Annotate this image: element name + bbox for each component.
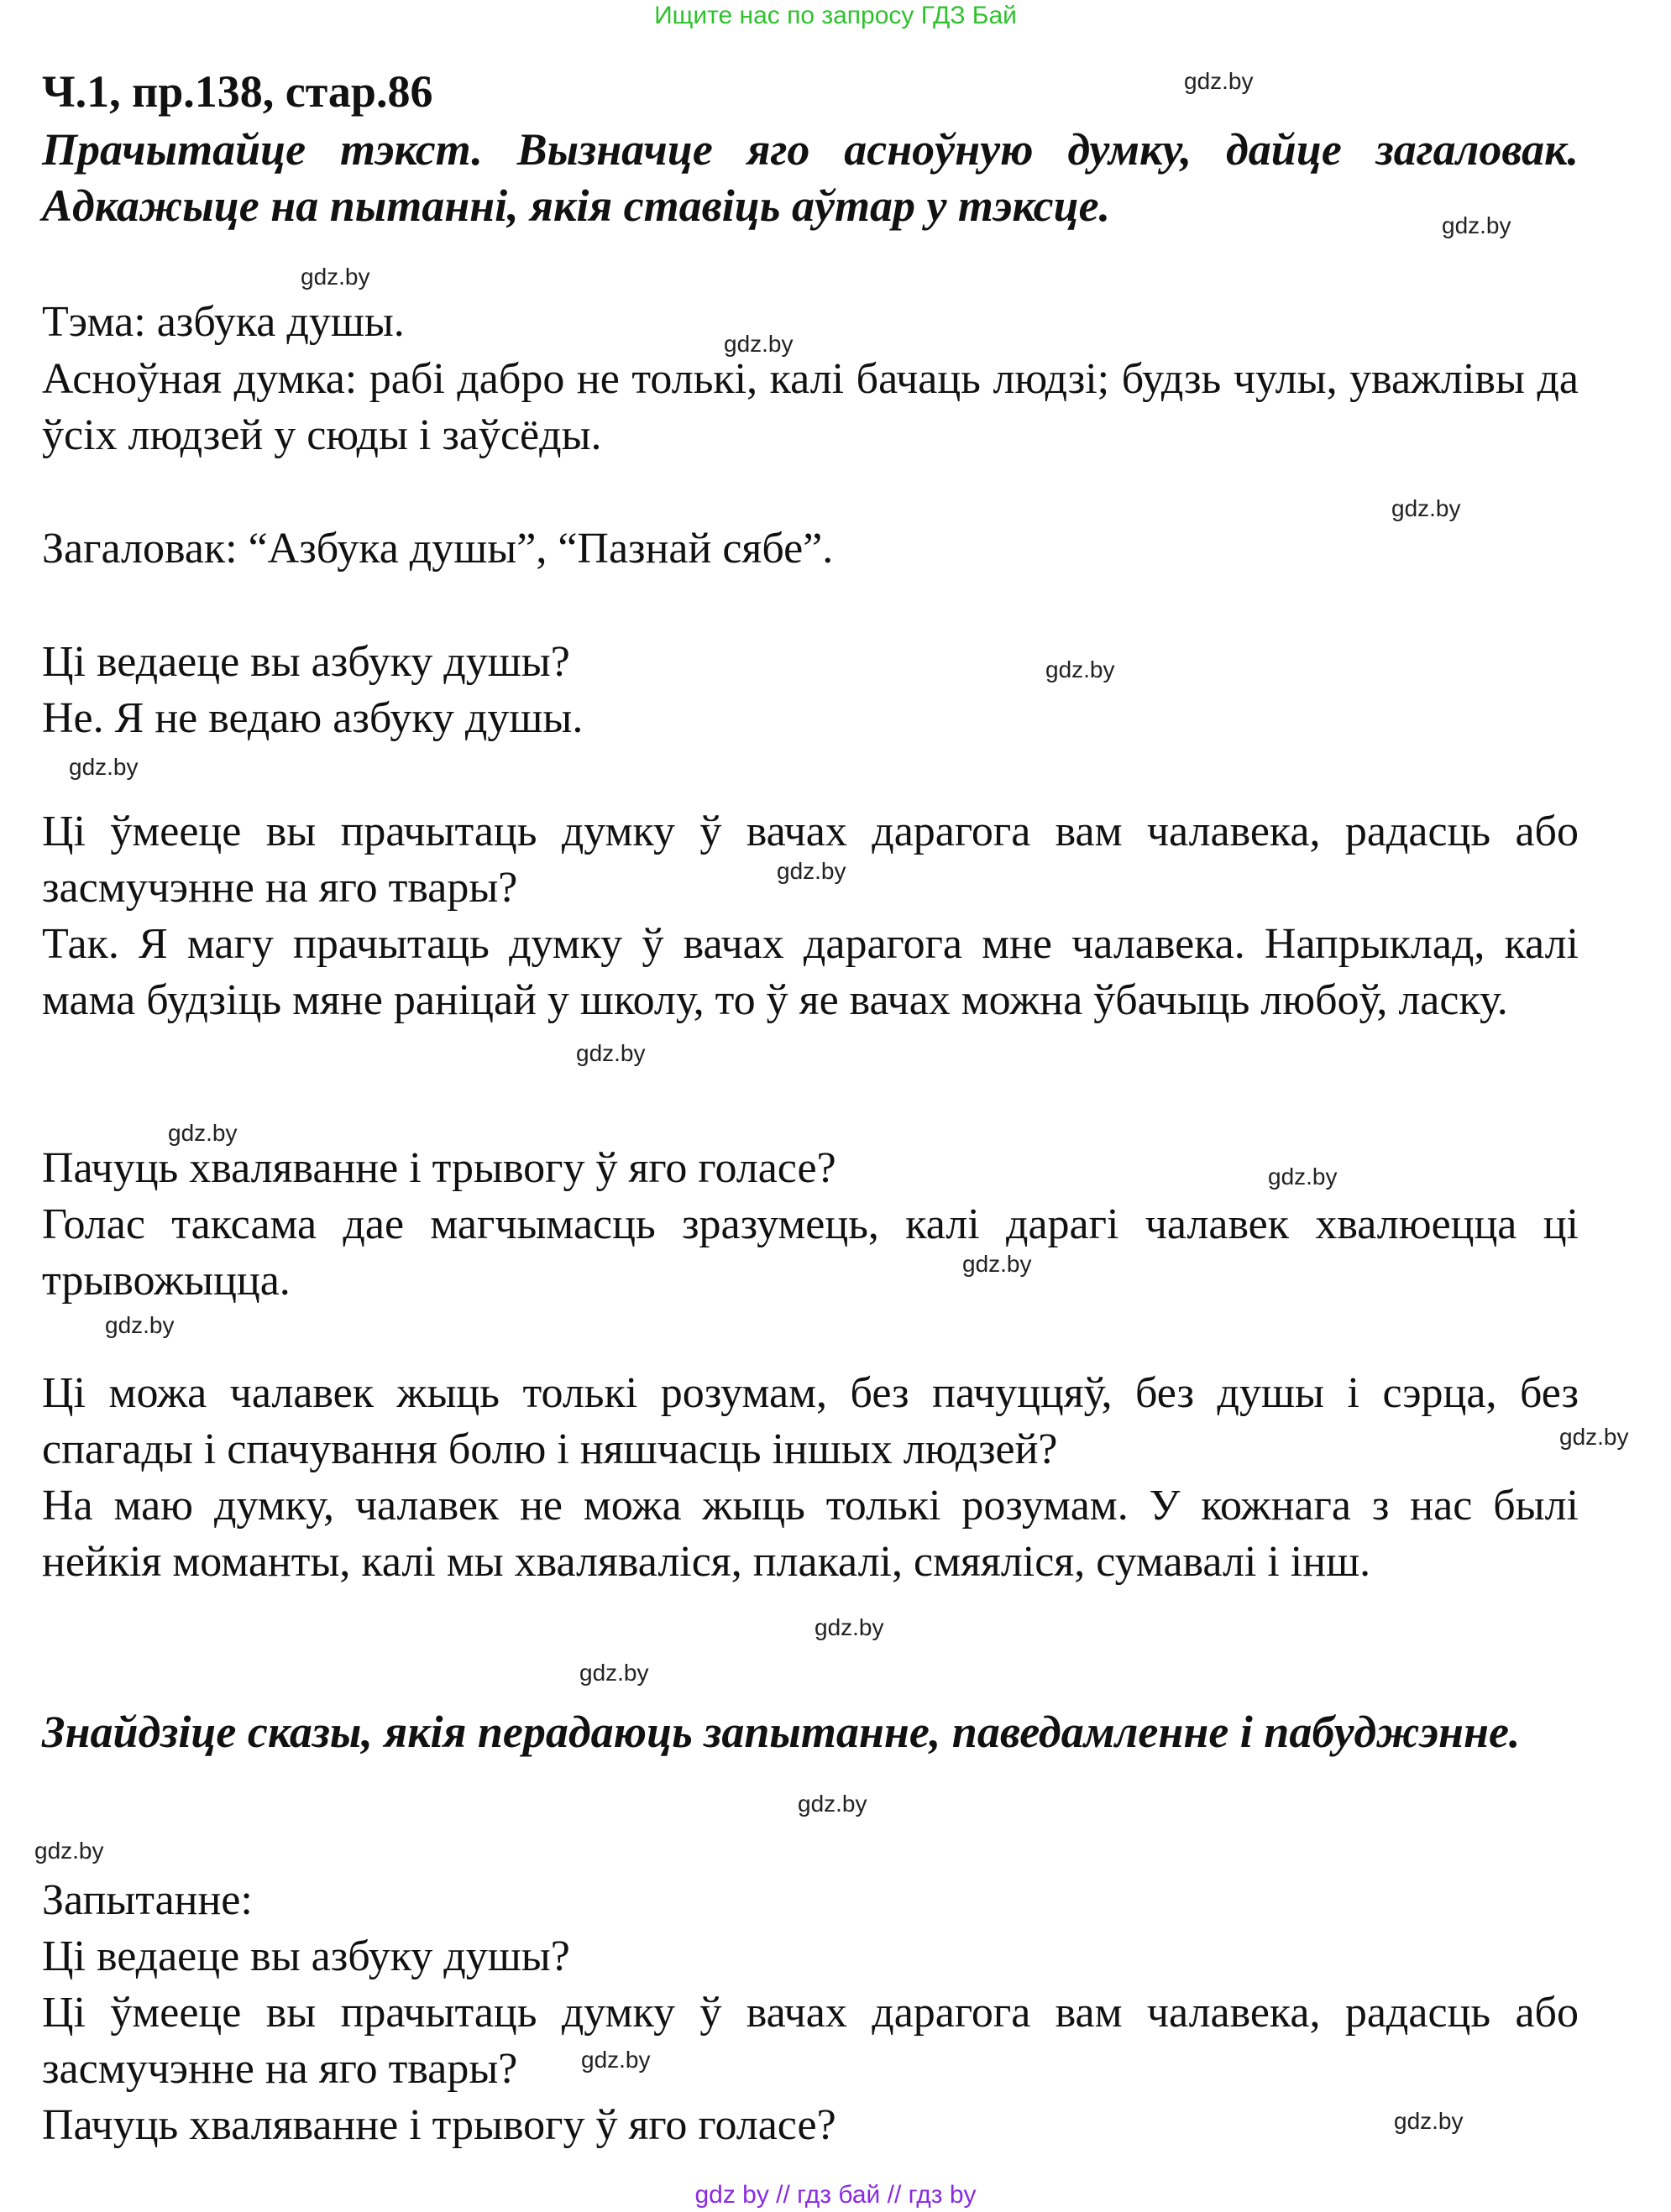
watermark: gdz.by — [1045, 656, 1115, 682]
task-instruction-1: Прачытайце тэкст. Вызначце яго асноўную думку, дайце загаловак. Адкажыце на пытанні, якія ставіць аўтар у тэксце. — [42, 124, 1579, 231]
answer-4: На маю думку, чалавек не можа жыць толькі розумам. У кожнага з нас былі нейкія моманты, калі мы хваляваліся, плакалі, смяяліся, сумавалі і інш. — [42, 1482, 1579, 1586]
task-instruction-2: Знайдзіце сказы, якія перадаюць запытанне, паведамленне і пабуджэнне. — [42, 1707, 1521, 1757]
answer-1: Не. Я не ведаю азбуку душы. — [42, 694, 584, 742]
title-options-line: Загаловак: “Азбука душы”, “Пазнай сябе”. — [42, 525, 834, 573]
watermark: gdz.by — [1184, 68, 1254, 94]
watermark: gdz.by — [301, 264, 370, 290]
answer-2: Так. Я магу прачытаць думку ў вачах дарагога мне чалавека. Напрыклад, калі мама будзіць мяне раніцай у школу, то ў яе вачах можна ўбачыць любоў, ласку. — [42, 920, 1579, 1024]
bottom-banner[interactable]: gdz by // гдз бай // гдз by — [694, 2181, 977, 2209]
question-3: Пачуць хваляванне і трывогу ў яго голасе? — [42, 1144, 836, 1192]
watermark: gdz.by — [815, 1614, 884, 1640]
watermark: gdz.by — [581, 2047, 651, 2073]
question-1: Ці ведаеце вы азбуку душы? — [42, 638, 570, 686]
watermark: gdz.by — [962, 1251, 1032, 1277]
zapytanne-question-1: Ці ведаеце вы азбуку душы? — [42, 1932, 570, 1980]
watermark: gdz.by — [1268, 1164, 1338, 1190]
watermark: gdz.by — [798, 1791, 867, 1817]
zapytanne-label: Запытанне: — [42, 1876, 253, 1924]
question-4: Ці можа чалавек жыць толькі розумам, без пачуццяў, без душы і сэрца, без спагады і спачування болю і няшчасць іншых людзей? — [42, 1369, 1579, 1473]
watermark: gdz.by — [69, 754, 139, 780]
zapytanne-question-2-line-1: Ці ўмееце вы прачытаць думку ў вачах дарагога вам чалавека, радасць або — [42, 1989, 1579, 2037]
zapytanne-question-2-line-2: засмучэнне на яго твары? — [42, 2045, 518, 2093]
answer-3: Голас таксама дае магчымасць зразумець, калі дарагі чалавек хвалюецца ці трывожыцца. — [42, 1200, 1579, 1305]
watermark: gdz.by — [168, 1120, 238, 1146]
zapytanne-question-3: Пачуць хваляванне і трывогу ў яго голасе? — [42, 2101, 836, 2149]
main-idea-paragraph: Асноўная думка: рабі дабро не толькі, калі бачаць людзі; будзь чулы, уважлівы да ўсіх людзей у сюды і заўсёды. — [42, 355, 1579, 459]
watermark: gdz.by — [1394, 2108, 1464, 2134]
tema-line: Тэма: азбука душы. — [42, 298, 405, 346]
watermark: gdz.by — [724, 331, 794, 357]
watermark: gdz.by — [105, 1312, 175, 1338]
watermark: gdz.by — [576, 1040, 646, 1066]
watermark: gdz.by — [777, 858, 846, 884]
watermark: gdz.by — [34, 1838, 104, 1864]
top-banner[interactable]: Ищите нас по запросу ГДЗ Бай — [654, 2, 1017, 29]
question-2: Ці ўмееце вы прачытаць думку ў вачах дарагога вам чалавека, радасць або засмучэнне на яго твары? — [42, 808, 1579, 912]
page-heading: Ч.1, пр.138, стар.86 — [42, 66, 433, 117]
watermark: gdz.by — [579, 1660, 649, 1686]
watermark: gdz.by — [1559, 1424, 1629, 1450]
watermark: gdz.by — [1442, 212, 1511, 238]
watermark: gdz.by — [1391, 495, 1461, 521]
